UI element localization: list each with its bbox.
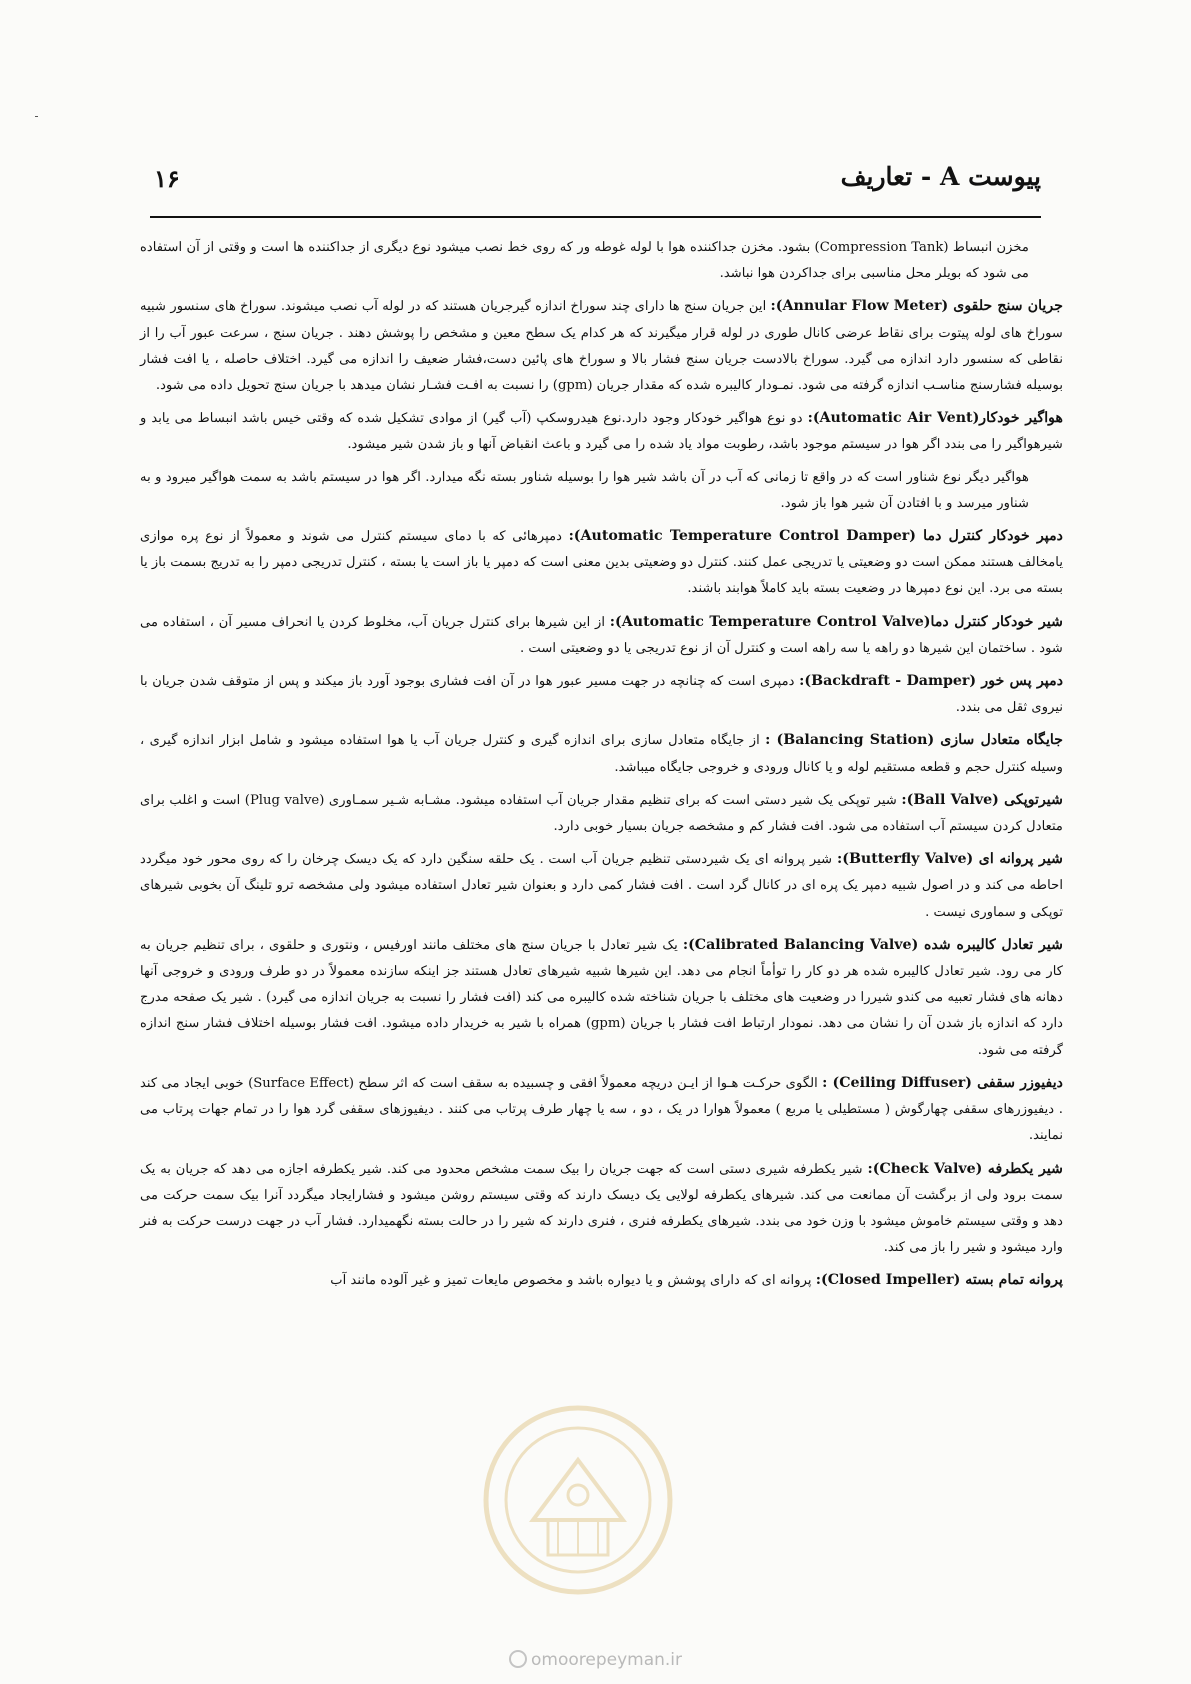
entry-ball-valve (140, 787, 1063, 840)
entry-ceiling-diffuser (140, 1070, 1063, 1150)
entry-term: شیرتوپکی (Ball Valve): (901, 791, 1063, 808)
entry-body: از این شیرها برای کنترل جریان آب، مخلوط کردن یا انحراف مسیر آن ، استفاده می شود . ساختمان این شیرها دو راهه یا سه راهه است و کنترل آن از نوع تدریجی یا دو وضعیتی است . (140, 614, 1063, 656)
entry-term: جایگاه متعادل سازی (Balancing Station) : (765, 732, 1063, 749)
entry-automatic-air-vent (140, 405, 1063, 458)
entry-body: این جریان سنج ها دارای چند سوراخ اندازه گیرجریان هستند که در لوله آب نصب میشوند. سوراخ های سنسور شبیه سوراخ های لوله پیتوت برای نقاط عرضی کانال طوری در لوله قرار میگیرند که هر کدام یک سطح معین و مشخص را پوشش دهند . جریان سنج ، سرعت عبور آب را از نقاطی که سنسور دارد اندازه می گیرد. سوراخ بالادست جریان سنج فشار بالا و سوراخ های پائین دست،فشار ضعیف را اندازه می گیرد. اختلاف حاصله ، یا افت فشار بوسیله فشارسنج مناسـب اندازه گرفته می شود. نمـودار کالیبره شده که مقدار جریان (gpm) را نسبت به افـت فشـار نشان میدهد با جریان سنج تحویل داده می شود. (140, 299, 1063, 394)
entry-term: شیر یکطرفه (Check Valve): (867, 1160, 1064, 1177)
entry-balancing-station (140, 727, 1063, 780)
entry-term: شیر پروانه ای (Butterfly Valve): (836, 851, 1063, 868)
globe-icon (509, 1650, 527, 1668)
entry-backdraft-damper (140, 668, 1063, 721)
entry-temperature-control-damper (140, 523, 1063, 603)
entry-body: الگوی حرکـت هـوا از ایـن دریچه معمولاً افقی و چسبیده به سقف است که اثر سطح (Surface Effect) خوبی ایجاد می کند . دیفیوزرهای سقفی چهارگوش ( مستطیلی یا مربع ) معمولاً هوارا در یک ، دو ، سه یا چهار طرف پرتاب می کنند . دیفیوزهای سقفی گرد هوا را در تمام جهات پرتاب می نمایند. (140, 1075, 1063, 1144)
scan-mark (35, 116, 38, 117)
entry-annular-flow-meter (140, 293, 1063, 399)
header-title: پیوست A - تعاریف (840, 162, 1041, 191)
watermark-seal-icon (478, 1400, 678, 1600)
entry-body: شیر یکطرفه شیری دستی است که جهت جریان را بیک سمت مشخص محدود می کند. شیر یکطرفه اجازه می دهد که جریان به یک سمت برود ولی از برگشت آن ممانعت می کند. شیرهای یکطرفه لولایی یک دیسک دارند که وقتی سیستم روشن میشود و فشارایجاد میگردد آنرا بیک سمت حرکت می دهد و وقتی سیستم خاموش میشود با وزن خود می بندد. شیرهای یکطرفه فنری ، فنری دارند که شیر را در حالت بسته نگهمیدارد. فشار آب در جهت درست حرکت به فنر وارد میشود و شیر را باز می کند. (140, 1161, 1063, 1256)
footer-website-text: omoorepeyman.ir (530, 1650, 683, 1670)
entry-check-valve (140, 1156, 1063, 1262)
entry-automatic-air-vent-extra: هواگیر دیگر نوع شناور است که در واقع تا زمانی که آب در آن باشد شیر هوا را بوسیله شناور بسته نگه میدارد. اگر هوا در سیستم باشد به سمت هواگیر میرود و به شناور میرسد و با افتادن آن شیر هوا باز شود. (140, 469, 1029, 511)
entry-term: پروانه تمام بسته (Closed Impeller): (815, 1272, 1063, 1289)
entry-closed-impeller (140, 1267, 1063, 1294)
page-header (150, 152, 1041, 218)
entry-term: شیر خودکار کنترل دما(Automatic Temperature Control Valve): (609, 613, 1064, 630)
entry-term: دمپر پس خور (Backdraft - Damper): (799, 673, 1064, 690)
entry-term: جریان سنج حلقوی (Annular Flow Meter): (770, 298, 1063, 315)
entry-temperature-control-valve (140, 609, 1063, 662)
entry-body: یک شیر تعادل با جریان سنج های مختلف مانند اورفیس ، ونتوری و حلقوی ، برای تنظیم جریان به کار می رود. شیر تعادل کالیبره شده هر دو کار را توأماً انجام می دهد. این شیرها شبیه شیرهای تعادل هستند جز اینکه سازنده معمولاً در دو طرف ورودی و خروجی آنها دهانه های فشار تعبیه می کندو شیررا در وضعیت های مختلف با جریان شناخته شده کالیبره می کند (افت فشار را نسبت به جریان اندازه می گیرد) . شیر یک صفحه مدرج دارد که اندازه باز شدن آن را نشان می دهد. نمودار ارتباط افت فشار با جریان (gpm) همراه با شیر به خریدار داده میشود. افت فشار بوسیله اختلاف فشار سنج اندازه گرفته می شود. (140, 937, 1063, 1058)
footer-website (0, 1650, 1191, 1670)
entry-body: دمپرهائی که با دمای سیستم کنترل می شوند و معمولاً از نوع پره موازی یامخالف هستند ممکن است دو وضعیتی یا تدریجی عمل کنند. کنترل دو وضعیتی بدین معنی است که دمپر یا باز است یا بسته ، کنترل تدریجی دمپر را به تدریج بسمت باز یا بسته می برد. این نوع دمپرها در وضعیت بسته باید کاملاً هوابند باشند. (140, 529, 1063, 597)
entry-term: دمپر خودکار کنترل دما (Automatic Temperature Control Damper): (568, 528, 1063, 545)
page-number: ۱۶ (154, 164, 180, 193)
entry-term: شیر تعادل کالیبره شده (Calibrated Balancing Valve): (682, 936, 1064, 953)
entry-body: شیر پروانه ای یک شیردستی تنظیم جریان آب است . یک حلقه سنگین دارد که یک دیسک چرخان را که روی محور خود میگردد احاطه می کند و در اصول شبیه دمپر یک پره ای در کانال گرد است . افت فشار کمی دارد و بعنوان شیر تعادل استفاده میشود ولی مشخصه ترو تلینگ آن بخوبی شیرهای توپکی و سماوری نیست . (140, 852, 1063, 920)
entry-body: پروانه ای که دارای پوشش و یا دیواره باشد و مخصوص مایعات تمیز و غیر آلوده مانند آب (330, 1273, 812, 1289)
entry-term: دیفیوزر سقفی (Ceiling Diffuser) : (822, 1074, 1064, 1091)
entry-calibrated-balancing-valve (140, 932, 1063, 1064)
entry-body: از جایگاه متعادل سازی برای اندازه گیری و کنترل جریان آب یا هوا استفاده میشود و شامل ابزار اندازه گیری ، وسیله کنترل حجم و قطعه مستقیم لوله و یا کانال ورودی و خروجی جایگاه میباشد. (140, 733, 1063, 775)
entry-body: دمپری است که چنانچه در جهت مسیر عبور هوا در آن افت فشاری بوجود آورد باز میکند و پس از متوقف شدن جریان با نیروی ثقل می بندد. (140, 674, 1063, 716)
page-content (140, 235, 1063, 1301)
entry-butterfly-valve (140, 846, 1063, 926)
entry-body: دو نوع هواگیر خودکار وجود دارد.نوع هیدروسکپ (آب گیر) از موادی تشکیل شده که وقتی خیس باشد انبساط می یابد و شیرهواگیر را می بندد اگر هوا در سیستم موجود باشد، رطوبت مواد یاد شده را می گیرد و باعث انقباض آنها و باز شدن شیر میشود. (140, 411, 1063, 453)
entry-term: هواگیر خودکار(Automatic Air Vent): (807, 410, 1063, 427)
entry-body: شیر توپکی یک شیر دستی است که برای تنظیم مقدار جریان آب استفاده میشود. مشـابه شـیر سمـاوری (Plug valve) است و اغلب برای متعادل کردن سیستم آب استفاده می شود. افت فشار کم و مشخصه جریان بسیار خوبی دارد. (140, 792, 1063, 835)
intro-paragraph: مخزن انبساط (Compression Tank) بشود. مخزن جداکننده هوا با لوله غوطه ور که روی خط نصب میشود نوع دیگری از جداکننده ها است و وقتی از آن استفاده می شود که بویلر محل مناسبی برای جداکردن هوا نباشد. (140, 240, 1029, 282)
